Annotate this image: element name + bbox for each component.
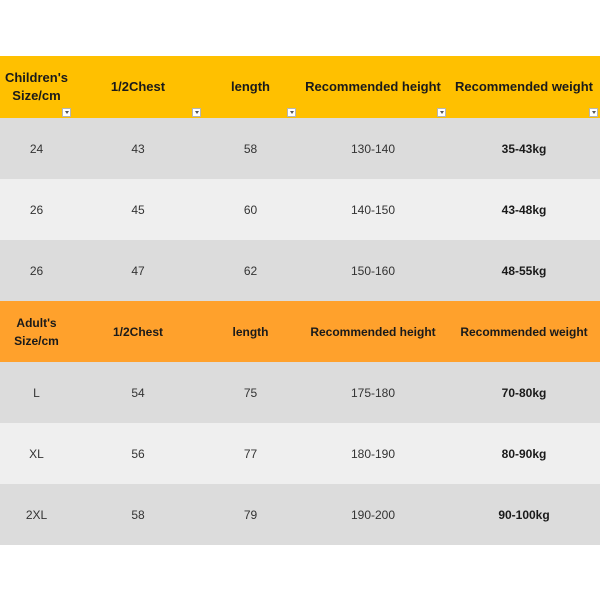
table-row: [0, 484, 600, 545]
header-length: [203, 56, 298, 118]
cell-size: 2XL: [25, 507, 48, 522]
cell-height: 140-150: [350, 202, 396, 217]
table-row: [0, 240, 600, 301]
header-chest: [73, 56, 203, 118]
header-size: [0, 56, 73, 118]
children-header-row: [0, 56, 600, 118]
cell-chest: 54: [131, 385, 145, 400]
header-weight: Recommended weight: [460, 324, 588, 339]
cell-weight: 70-80kg: [501, 385, 547, 400]
header-chest: 1/2Chest: [112, 324, 164, 339]
header-height: [298, 56, 448, 118]
cell-height: 175-180: [350, 385, 396, 400]
cell-height: 190-200: [350, 507, 396, 522]
cell-size: L: [33, 385, 40, 400]
header-size-label: Children's Size/cm: [4, 70, 69, 103]
cell-height: 130-140: [350, 141, 396, 156]
cell-weight: 48-55kg: [501, 263, 547, 278]
adult-header-row: [0, 301, 600, 362]
cell-length: 77: [243, 446, 258, 461]
header-height: Recommended height: [310, 324, 436, 339]
cell-length: 60: [243, 202, 258, 217]
table-row: [0, 179, 600, 240]
header-length: length: [232, 324, 269, 339]
cell-weight: 35-43kg: [501, 141, 547, 156]
table-row: [0, 118, 600, 179]
cell-length: 79: [243, 507, 258, 522]
cell-height: 150-160: [350, 263, 396, 278]
cell-weight: 90-100kg: [498, 507, 550, 522]
cell-size: 24: [29, 141, 44, 156]
cell-chest: 47: [131, 263, 145, 278]
cell-height: 180-190: [350, 446, 396, 461]
cell-chest: 56: [131, 446, 145, 461]
table-row: [0, 362, 600, 423]
cell-length: 62: [243, 263, 258, 278]
cell-weight: 80-90kg: [501, 446, 547, 461]
cell-size: XL: [29, 446, 44, 461]
filter-dropdown-icon[interactable]: [287, 108, 296, 117]
cell-chest: 58: [131, 507, 145, 522]
header-weight: [448, 56, 600, 118]
header-weight-label: Recommended weight: [455, 79, 593, 94]
cell-chest: 43: [131, 141, 145, 156]
filter-dropdown-icon[interactable]: [437, 108, 446, 117]
filter-dropdown-icon[interactable]: [192, 108, 201, 117]
header-chest-label: 1/2Chest: [110, 79, 166, 94]
filter-dropdown-icon[interactable]: [589, 108, 598, 117]
header-length-label: length: [231, 79, 270, 94]
header-height-label: Recommended height: [305, 79, 441, 94]
cell-weight: 43-48kg: [501, 202, 547, 217]
header-size: Adult's Size/cm: [14, 315, 59, 348]
cell-size: 26: [29, 263, 44, 278]
size-chart-table: [0, 56, 600, 545]
cell-chest: 45: [131, 202, 145, 217]
cell-length: 75: [243, 385, 258, 400]
cell-length: 58: [243, 141, 258, 156]
cell-size: 26: [29, 202, 44, 217]
table-row: [0, 423, 600, 484]
filter-dropdown-icon[interactable]: [62, 108, 71, 117]
